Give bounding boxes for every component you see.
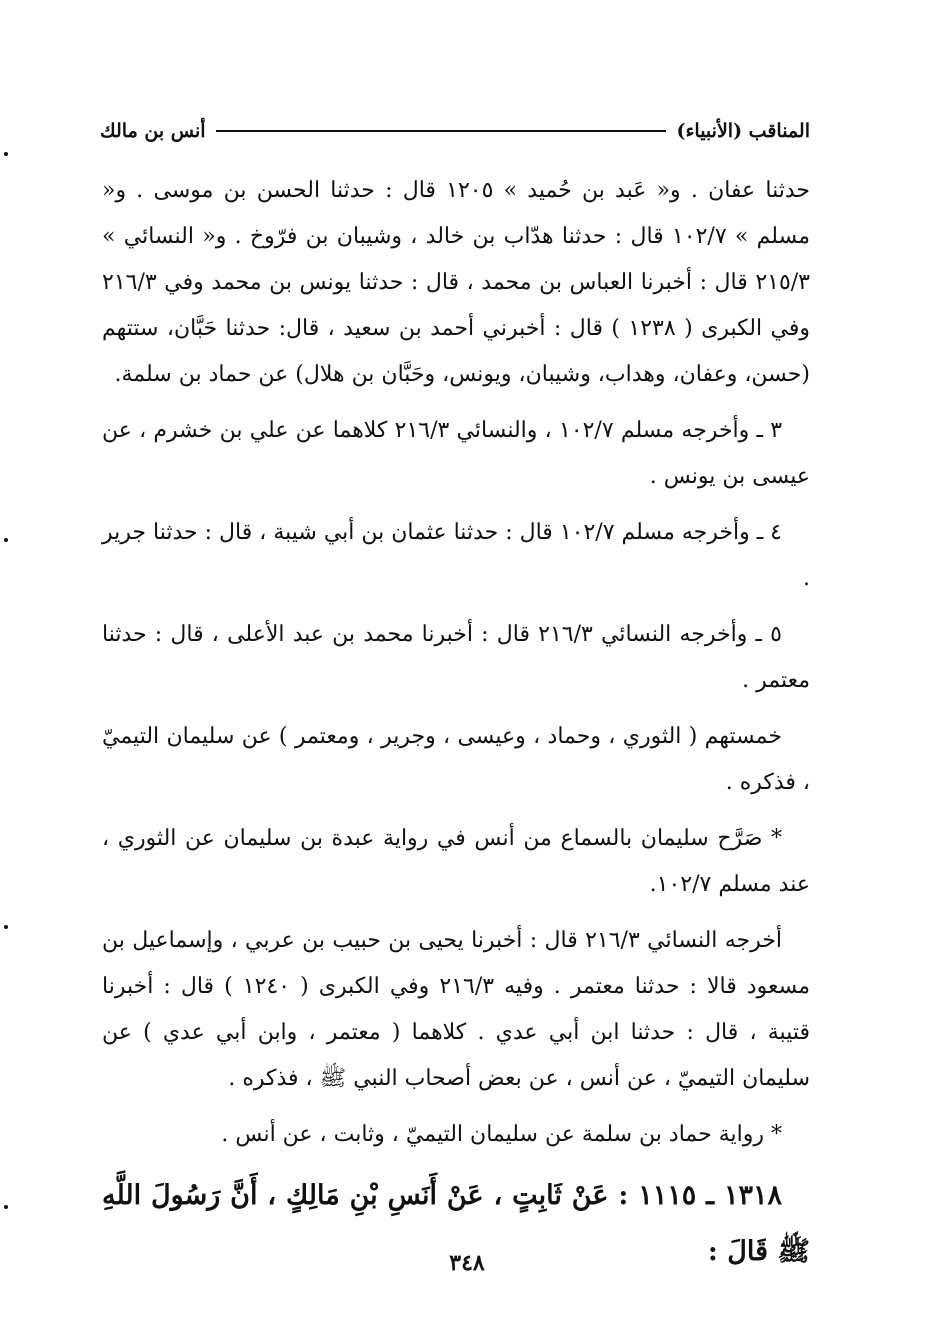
paragraph-item-4: ٤ ـ وأخرجه مسلم ١٠٢/٧ قال : حدثنا عثمان بن أبي شيبة ، قال : حدثنا جرير . bbox=[102, 520, 810, 591]
hadith-heading: ١٣١٨ ـ ١١١٥ : عَنْ ثَابِتٍ ، عَنْ أَنَسِ بْنِ مَالِكٍ ، أَنَّ رَسُولَ اللَّهِ ﷺ قَالَ : bbox=[102, 1180, 810, 1267]
margin-mark bbox=[4, 925, 8, 929]
margin-mark bbox=[4, 1205, 8, 1209]
paragraph-note-hammad: * رواية حماد بن سلمة عن سليمان التيميّ ، وثابت ، عن أنس . bbox=[221, 1122, 782, 1147]
running-header bbox=[100, 115, 810, 147]
margin-mark bbox=[4, 538, 8, 542]
paragraph-sources: حدثنا عفان . و« عَبد بن حُميد » ١٢٠٥ قال : حدثنا الحسن بن موسى . و« مسلم » ١٠٢/٧ قال : حدثنا هدّاب بن خالد ، وشيبان بن فرّوخ . و« النسائي » ٢١٥/٣ قال : أخبرنا العباس بن محمد ، قال : حدثنا يونس بن محمد وفي ٢١٦/٣ وفي الكبرى ( ١٢٣٨ ) قال : أخبرني أحمد بن سعيد ، قال: حدثنا حَبَّان، ستتهم (حسن، وعفان، وهداب، وشيبان، ويونس، وحَبَّان بن هلال) عن حماد بن سلمة. bbox=[102, 178, 810, 387]
paragraph-five-narrators: خمستهم ( الثوري ، وحماد ، وعيسى ، وجرير ، ومعتمر ) عن سليمان التيميّ ، فذكره . bbox=[102, 724, 810, 795]
page-number: ٣٤٨ bbox=[449, 1250, 485, 1276]
page-body bbox=[102, 168, 810, 1290]
header-rule bbox=[216, 130, 667, 132]
paragraph-item-3: ٣ ـ وأخرجه مسلم ١٠٢/٧ ، والنسائي ٢١٦/٣ كلاهما عن علي بن خشرم ، عن عيسى بن يونس . bbox=[102, 418, 810, 489]
paragraph-item-5: ٥ ـ وأخرجه النسائي ٢١٦/٣ قال : أخبرنا محمد بن عبد الأعلى ، قال : حدثنا معتمر . bbox=[102, 622, 810, 693]
topic-title: أنس بن مالك bbox=[100, 120, 206, 142]
margin-mark bbox=[4, 152, 8, 156]
paragraph-nasai-report: أخرجه النسائي ٢١٦/٣ قال : أخبرنا يحيى بن حبيب بن عربي ، وإسماعيل بن مسعود قالا : حدثنا معتمر . وفيه ٢١٦/٣ وفي الكبرى ( ١٢٤٠ ) قال : أخبرنا قتيبة ، قال : حدثنا ابن أبي عدي . كلاهما ( معتمر ، وابن أبي عدي ) عن سليمان التيميّ ، عن أنس ، عن بعض أصحاب النبي ﷺ ، فذكره . bbox=[102, 928, 810, 1091]
chapter-title: المناقب (الأنبياء) bbox=[676, 120, 810, 142]
paragraph-note-sulayman: * صَرَّح سليمان بالسماع من أنس في رواية عبدة بن سليمان عن الثوري ، عند مسلم ١٠٢/٧. bbox=[102, 826, 810, 897]
